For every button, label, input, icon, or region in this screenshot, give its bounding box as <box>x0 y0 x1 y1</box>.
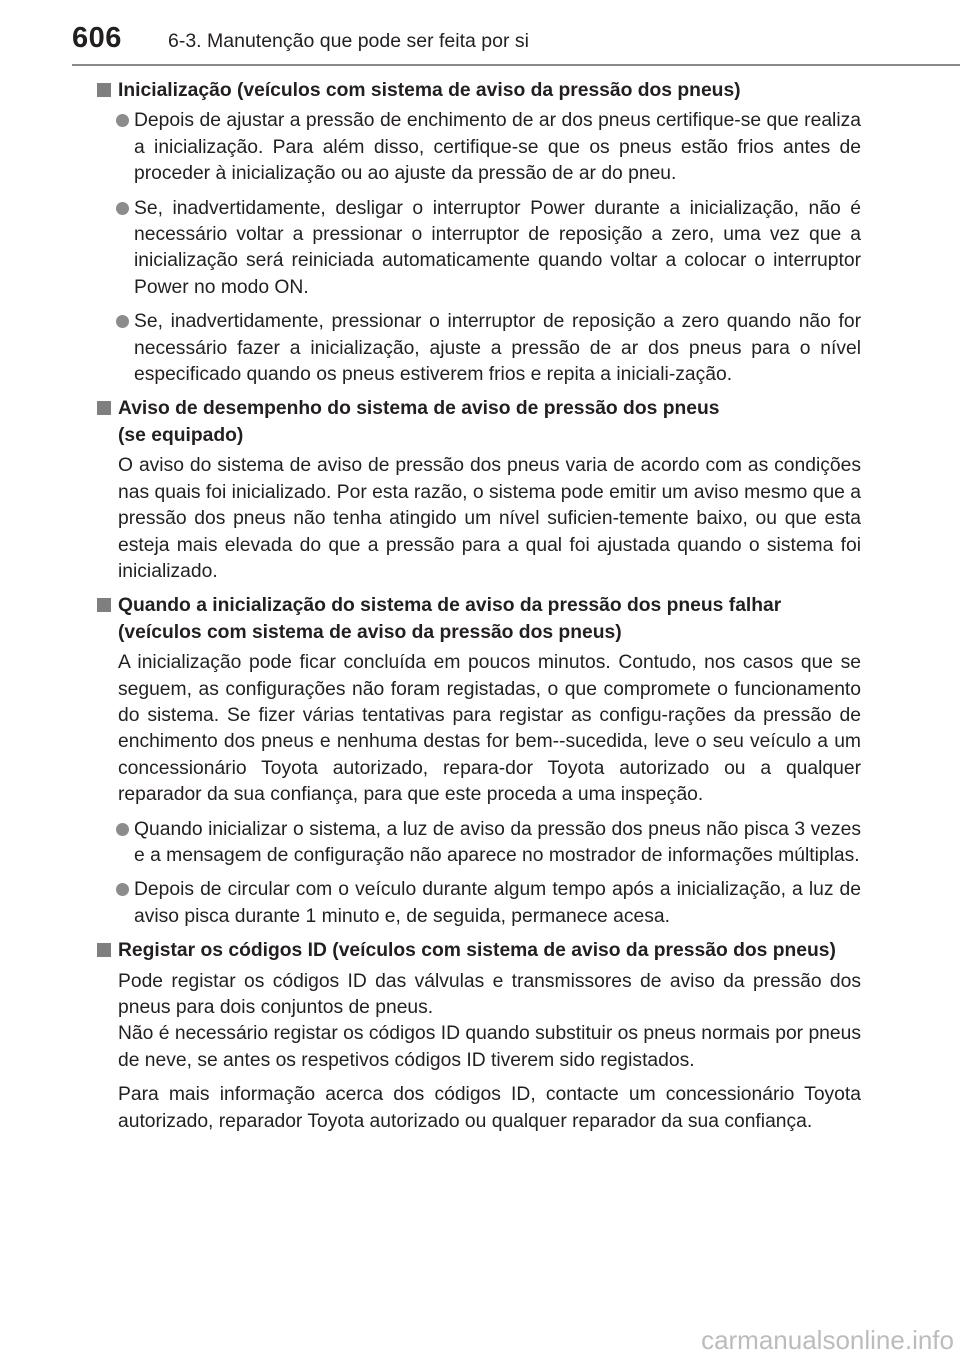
bullet-item <box>97 108 861 187</box>
round-bullet-icon <box>116 202 129 215</box>
section-heading-initialization-failure <box>97 593 861 646</box>
bullet-item <box>97 196 861 302</box>
page-header <box>0 0 960 66</box>
section-title: 6-3. Manutenção que pode ser feita por si <box>168 30 529 52</box>
square-bullet-icon <box>97 83 111 97</box>
round-bullet-icon <box>116 315 129 328</box>
bullet-text: Depois de circular com o veículo durante algum tempo após a inicialização, a luz de aviso pisca durante 1 minuto e, de seguida, permanece acesa. <box>134 879 861 927</box>
heading-text-line1: Aviso de desempenho do sistema de aviso de pressão dos pneus <box>118 398 720 420</box>
paragraph: Não é necessário registar os códigos ID quando substituir os pneus normais por pneus de neve, se antes os respetivos códigos ID tiverem sido registados. <box>118 1023 861 1071</box>
header-divider <box>72 64 960 66</box>
heading-text-line2: (se equipado) <box>118 424 244 446</box>
bullet-item <box>97 817 861 870</box>
paragraph: O aviso do sistema de aviso de pressão dos pneus varia de acordo com as condições nas quais foi inicializado. Por esta razão, o sistema pode emitir um aviso mesmo que a pressão dos pneus não tenha atingido um nível suficien-temente baixo, ou que esta esteja mais elevada do que a pressão para a qual foi ajustada quando o sistema foi inicializado. <box>118 455 861 582</box>
round-bullet-icon <box>116 823 129 836</box>
bullet-text: Depois de ajustar a pressão de enchimento de ar dos pneus certifique-se que realiza a inicialização. Para além disso, certifique-se que os pneus estão frios antes de proceder à inicialização ou ao ajuste da pressão de ar do pneu. <box>134 110 861 185</box>
page-content <box>97 78 861 1143</box>
square-bullet-icon <box>97 598 111 612</box>
heading-text: Inicialização (veículos com sistema de aviso da pressão dos pneus) <box>118 80 741 101</box>
watermark: carmanualsonline.info <box>701 1325 954 1355</box>
round-bullet-icon <box>116 883 129 896</box>
section-heading-initialization <box>97 78 861 104</box>
paragraph: A inicialização pode ficar concluída em poucos minutos. Contudo, nos casos que se seguem, as configurações não foram registadas, o que compromete o funcionamento do sistema. Se fizer várias tentativas para registar as configu-rações da pressão de enchimento dos pneus e nenhuma destas for bem--sucedida, leve o seu veículo a um concessionário Toyota autorizado, repara-dor Toyota autorizado ou a qualquer reparador da sua confiança, para que este proceda a uma inspeção. <box>118 652 861 806</box>
paragraph: Para mais informação acerca dos códigos ID, contacte um concessionário Toyota autorizado, reparador Toyota autorizado ou qualquer reparador da sua confiança. <box>118 1084 861 1132</box>
square-bullet-icon <box>97 401 111 415</box>
section-heading-register-id-codes <box>97 938 861 964</box>
bullet-text: Se, inadvertidamente, desligar o interruptor Power durante a inicialização, não é necessário voltar a pressionar o interruptor de reposição a zero, uma vez que a inicialização será reiniciada automaticamente quando voltar a colocar o interruptor Power no modo ON. <box>134 197 861 298</box>
bullet-item <box>97 309 861 388</box>
square-bullet-icon <box>97 943 111 957</box>
section-heading-performance-warning <box>97 396 861 449</box>
page-number: 606 <box>72 22 122 54</box>
heading-text: Quando a inicialização do sistema de aviso da pressão dos pneus falhar (veículos com sistema de aviso da pressão dos pneus) <box>118 595 782 643</box>
paragraph: Pode registar os códigos ID das válvulas e transmissores de aviso da pressão dos pneus para dois conjuntos de pneus. <box>118 970 861 1018</box>
bullet-item <box>97 877 861 930</box>
round-bullet-icon <box>116 114 129 127</box>
bullet-text: Se, inadvertidamente, pressionar o interruptor de reposição a zero quando não for necessário fazer a inicialização, ajuste a pressão de ar dos pneus para o nível especificado quando os pneus estiverem frios e repita a iniciali-zação. <box>134 311 861 386</box>
bullet-text: Quando inicializar o sistema, a luz de aviso da pressão dos pneus não pisca 3 vezes e a mensagem de configuração não aparece no mostrador de informações múltiplas. <box>134 818 861 866</box>
heading-text: Registar os códigos ID (veículos com sistema de aviso da pressão dos pneus) <box>118 940 836 962</box>
